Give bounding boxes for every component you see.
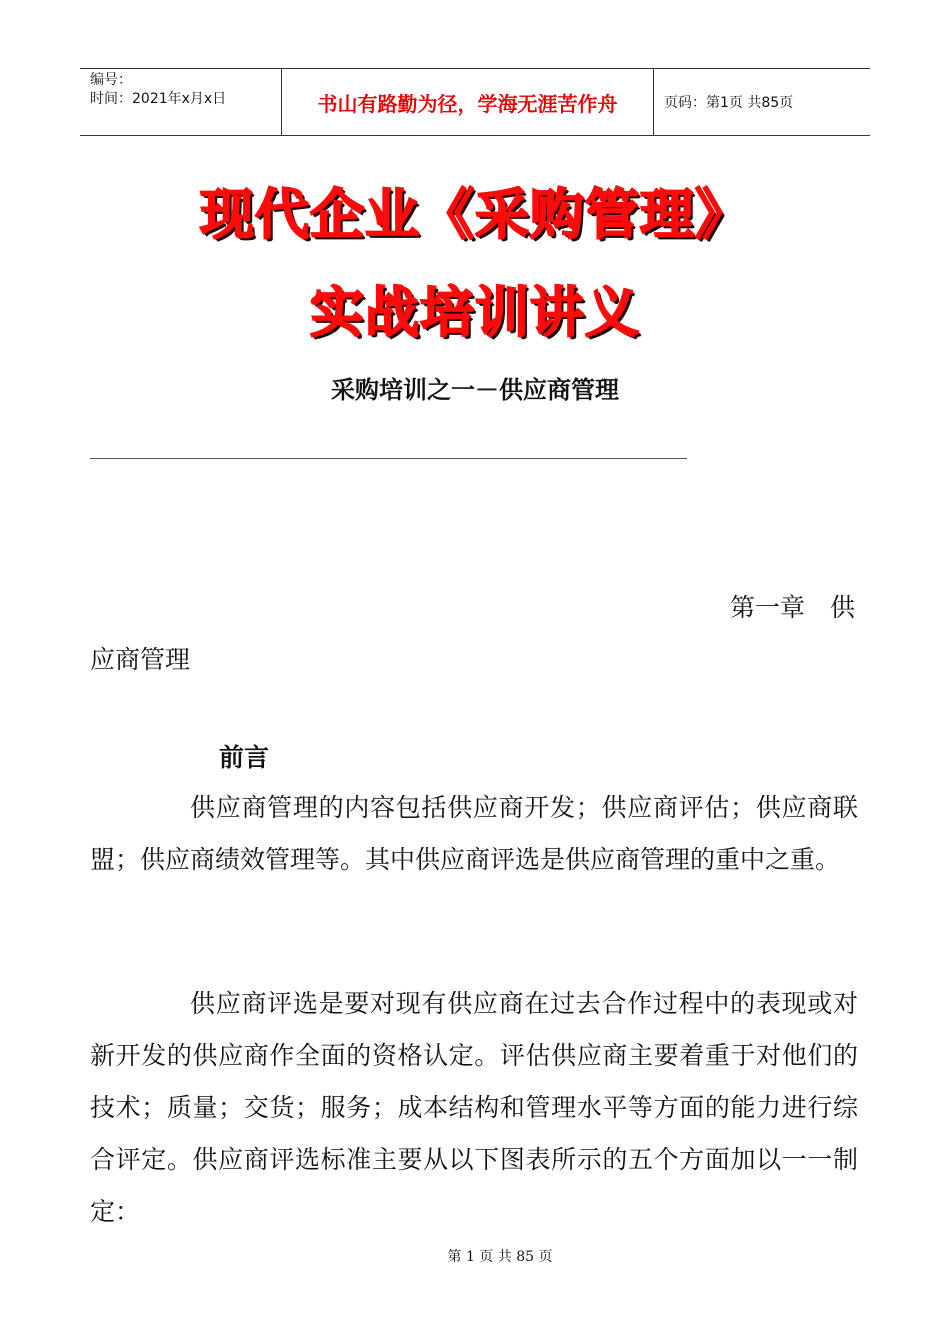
number-label: 编号： [90, 72, 132, 88]
paragraph-2: 供应商评选是要对现有供应商在过去合作过程中的表现或对新开发的供应商作全面的资格认定。评估供应商主要着重于对他们的技术；质量；交货；服务；成本结构和管理水平等方面的能力进行综合评定。供应商评选标准主要从以下图表所示的五个方面加以一一制定： [90, 989, 858, 1226]
paragraph-1: 供应商管理的内容包括供应商开发；供应商评估；供应商联盟；供应商绩效管理等。其中供应商评选是供应商管理的重中之重。 [90, 793, 858, 874]
time-label: 时间：2021年x月x日 [90, 91, 227, 107]
chapter-title-part2: 应商管理 [90, 645, 191, 674]
chapter-title-part1: 第一章 供 [730, 593, 856, 622]
header-page-info: 页码：第1页 共85页 [664, 95, 794, 111]
document-header [80, 68, 870, 136]
divider [90, 458, 687, 459]
header-motto: 书山有路勤为径，学海无涯苦作舟 [281, 69, 654, 135]
page-footer: 第 1 页 共 85 页 [447, 1249, 553, 1265]
preface-heading: 前言 [219, 743, 270, 772]
main-title-line1: 现代企业《采购管理》 [200, 183, 750, 246]
main-title-line2: 实战培训讲义 [310, 281, 640, 344]
subtitle: 采购培训之一－供应商管理 [331, 375, 619, 404]
header-meta [80, 69, 281, 135]
